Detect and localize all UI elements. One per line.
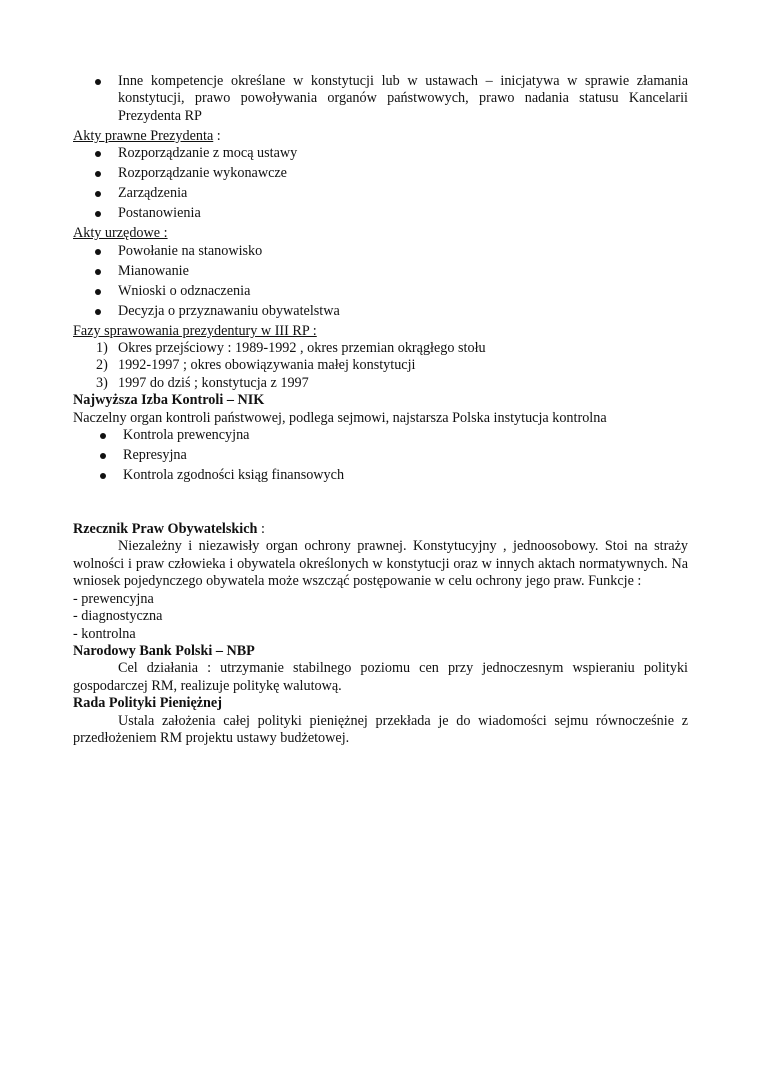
nbp-paragraph: Cel działania : utrzymanie stabilnego poziomu cen przy jednoczesnym wspieraniu polityki gospodarczej RM, realizuje politykę walutową. [73,660,688,694]
item-number: 3) [96,374,108,391]
document-content [73,73,688,747]
list-item: Represyjna [73,447,688,464]
rpo-heading [73,521,688,538]
item-number: 2) [96,357,108,374]
akty-urzedowe-heading: Akty urzędowe : [73,225,168,242]
nik-list [73,427,688,484]
akty-urzedowe-list [73,243,688,320]
function-item: - kontrolna [73,625,136,642]
nik-heading: Najwyższa Izba Kontroli – NIK [73,392,265,409]
rpo-functions [73,591,688,643]
akty-prawne-heading-text: Akty prawne Prezydenta [73,127,214,144]
fazy-heading: Fazy sprawowania prezydentury w III RP : [73,322,317,339]
list-item: Decyzja o przyznawaniu obywatelstwa [73,303,688,320]
item-text: Okres przejściowy : 1989-1992 , okres przemian okrągłego stołu [118,340,486,357]
item-number: 1) [96,340,108,357]
list-item: Powołanie na stanowisko [73,243,688,260]
list-item: Rozporządzanie wykonawcze [73,165,688,182]
list-item: Rozporządzanie z mocą ustawy [73,145,688,162]
list-item: Postanowienia [73,205,688,222]
list-item: Wnioski o odznaczenia [73,283,688,300]
rpo-heading-text: Rzecznik Praw Obywatelskich [73,521,258,538]
numbered-item [73,357,688,374]
function-item: - prewencyjna [73,590,154,607]
numbered-item [73,340,688,357]
nbp-heading: Narodowy Bank Polski – NBP [73,642,255,659]
akty-prawne-heading [73,128,688,145]
list-item: Kontrola zgodności ksiąg finansowych [73,467,688,484]
rpp-heading: Rada Polityki Pieniężnej [73,695,222,712]
rpp-paragraph: Ustala założenia całej polityki pieniężnej przekłada je do wiadomości sejmu równocześnie z przedłożeniem RM projektu ustawy budżetowej. [73,712,688,746]
function-item: - diagnostyczna [73,608,163,625]
item-text: 1992-1997 ; okres obowiązywania małej konstytucji [118,357,416,374]
spacer [73,487,688,521]
akty-prawne-heading-suffix: : [213,127,221,144]
item-text: 1997 do dziś ; konstytucja z 1997 [118,374,309,391]
list-item: Kontrola prewencyjna [73,427,688,444]
fazy-list [73,340,688,392]
numbered-item [73,375,688,392]
list-item: Mianowanie [73,263,688,280]
akty-prawne-list [73,145,688,222]
intro-bullet: Inne kompetencje określane w konstytucji lub w ustawach – inicjatywa w sprawie złamania konstytucji, prawo powoływania organów państwowych, prawo nadania statusu Kancelarii Prezydenta RP [73,73,688,125]
list-item: Zarządzenia [73,185,688,202]
rpo-heading-suffix: : [257,521,265,538]
nik-description: Naczelny organ kontroli państwowej, podlega sejmowi, najstarsza Polska instytucja kontrolna [73,409,607,426]
rpo-paragraph: Niezależny i niezawisły organ ochrony prawnej. Konstytucyjny , jednoosobowy. Stoi na straży wolności i praw człowieka i obywatela określonych w konstytucji oraz w innych aktach normatywnych. Na wniosek pojedynczego obywatela może wszcząć postępowanie w celu ochrony jego praw. Funkcje : [73,538,688,590]
